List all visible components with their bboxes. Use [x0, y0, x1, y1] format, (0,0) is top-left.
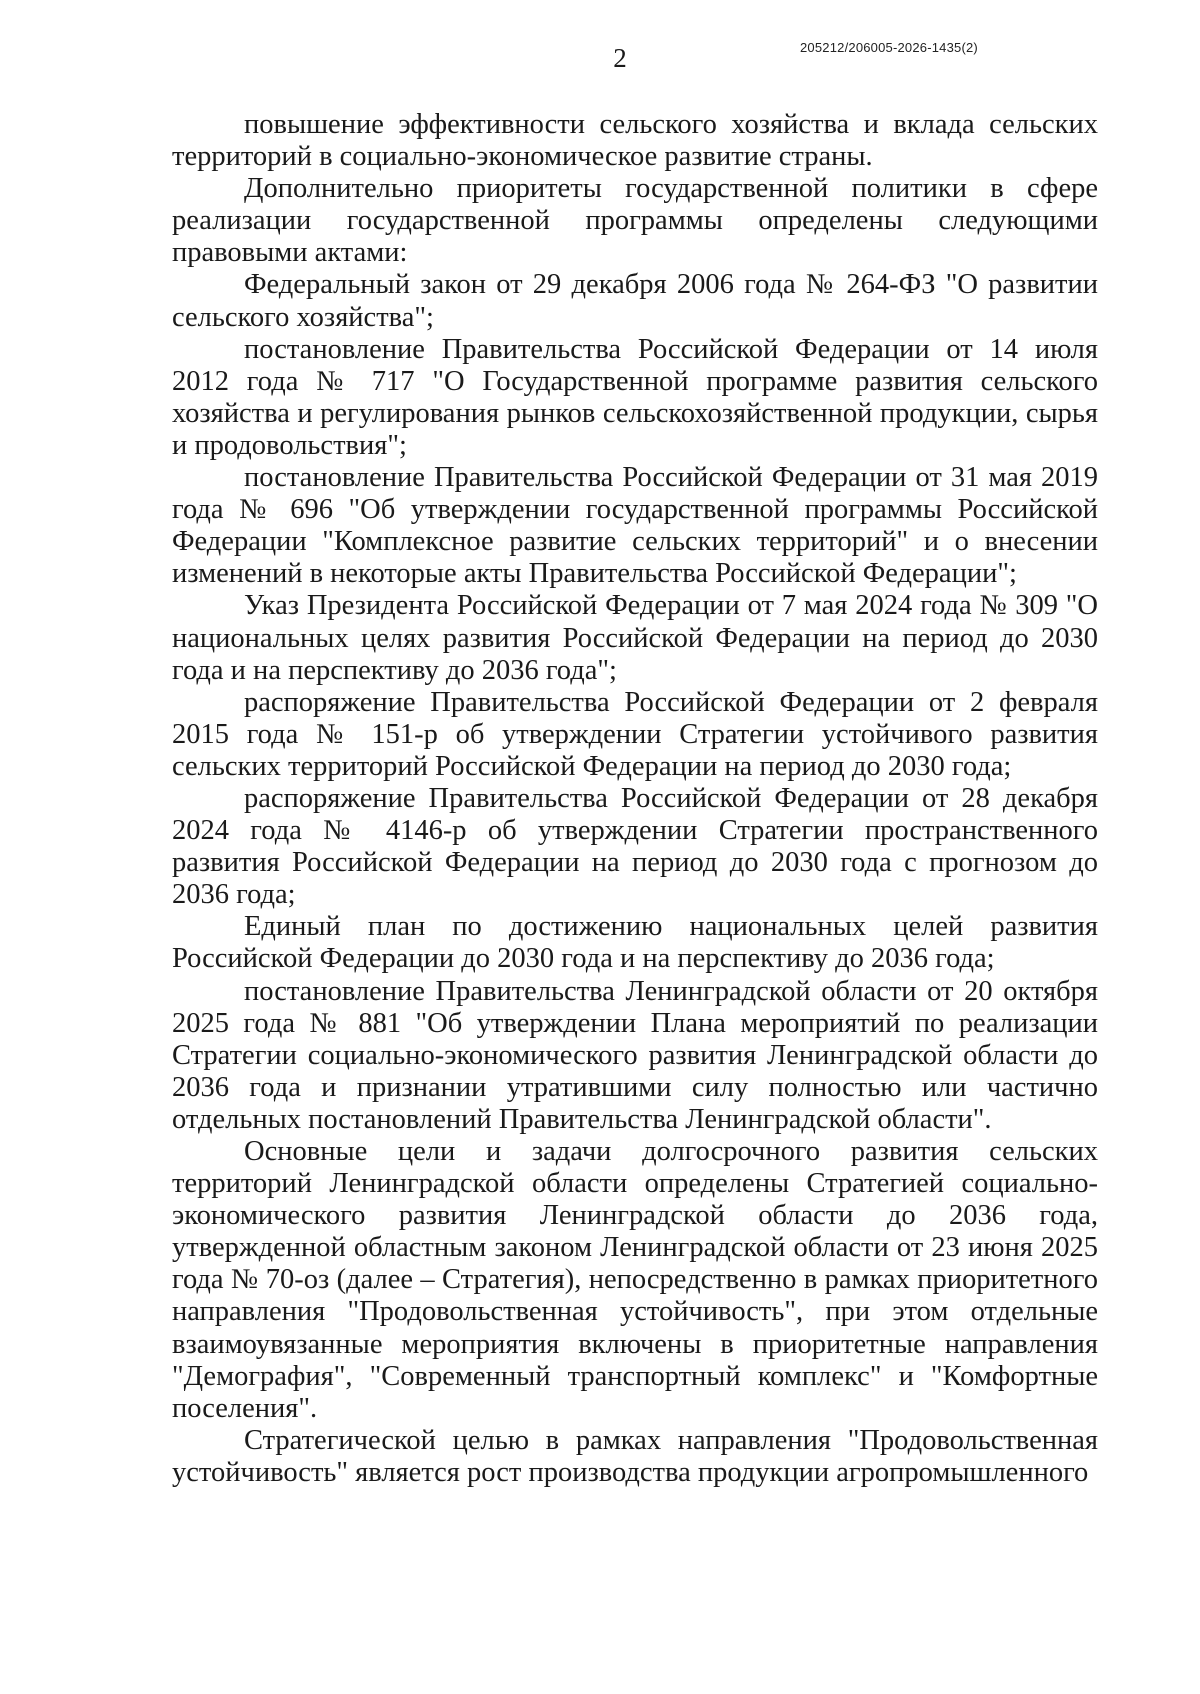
- paragraph-priorities-intro: Дополнительно приоритеты государственной политики в сфере реализации государственной программы определены следующими правовыми актами:: [172, 173, 1098, 269]
- page-number: 2: [613, 43, 627, 73]
- paragraph-federal-law: Федеральный закон от 29 декабря 2006 года № 264-ФЗ "О развитии сельского хозяйства";: [172, 269, 1098, 333]
- paragraph-resolution-881: постановление Правительства Ленинградской области от 20 октября 2025 года № 881 "Об утверждении Плана мероприятий по реализации Стратегии социально-экономического развития Ленинградской области до 2036 года и признании утратившими силу полностью или частично отдельных постановлений Правительства Ленинградской области".: [172, 975, 1098, 1135]
- paragraph-decree-309: Указ Президента Российской Федерации от 7 мая 2024 года № 309 "О национальных целях развития Российской Федерации на период до 2030 года и на перспективу до 2036 года";: [172, 590, 1098, 686]
- paragraph-main-goals: Основные цели и задачи долгосрочного развития сельских территорий Ленинградской области определены Стратегией социально-экономического развития Ленинградской области до 2036 года, утвержденной областным законом Ленинградской области от 23 июня 2025 года № 70-оз (далее – Стратегия), непосредственно в рамках приоритетного направления "Продовольственная устойчивость", при этом отдельные взаимоувязанные мероприятия включены в приоритетные направления "Демография", "Современный транспортный комплекс" и "Комфортные поселения".: [172, 1136, 1098, 1424]
- document-id: 205212/206005-2026-1435(2): [800, 40, 978, 55]
- paragraph-resolution-696: постановление Правительства Российской Федерации от 31 мая 2019 года № 696 "Об утверждении государственной программы Российской Федерации "Комплексное развитие сельских территорий" и о внесении изменений в некоторые акты Правительства Российской Федерации";: [172, 462, 1098, 590]
- paragraph-resolution-717: постановление Правительства Российской Федерации от 14 июля 2012 года № 717 "О Государственной программе развития сельского хозяйства и регулирования рынков сельскохозяйственной продукции, сырья и продовольствия";: [172, 333, 1098, 461]
- paragraph-order-151: распоряжение Правительства Российской Федерации от 2 февраля 2015 года № 151-р об утверждении Стратегии устойчивого развития сельских территорий Российской Федерации на период до 2030 года;: [172, 686, 1098, 782]
- document-body: [172, 109, 1098, 1489]
- paragraph-continuation: повышение эффективности сельского хозяйства и вклада сельских территорий в социально-экономическое развитие страны.: [172, 109, 1098, 173]
- paragraph-strategic-goal: Стратегической целью в рамках направления "Продовольственная устойчивость" является рост производства продукции агропромышленного: [172, 1424, 1098, 1488]
- paragraph-unified-plan: Единый план по достижению национальных целей развития Российской Федерации до 2030 года и на перспективу до 2036 года;: [172, 911, 1098, 975]
- paragraph-order-4146: распоряжение Правительства Российской Федерации от 28 декабря 2024 года № 4146-р об утверждении Стратегии пространственного развития Российской Федерации на период до 2030 года с прогнозом до 2036 года;: [172, 782, 1098, 911]
